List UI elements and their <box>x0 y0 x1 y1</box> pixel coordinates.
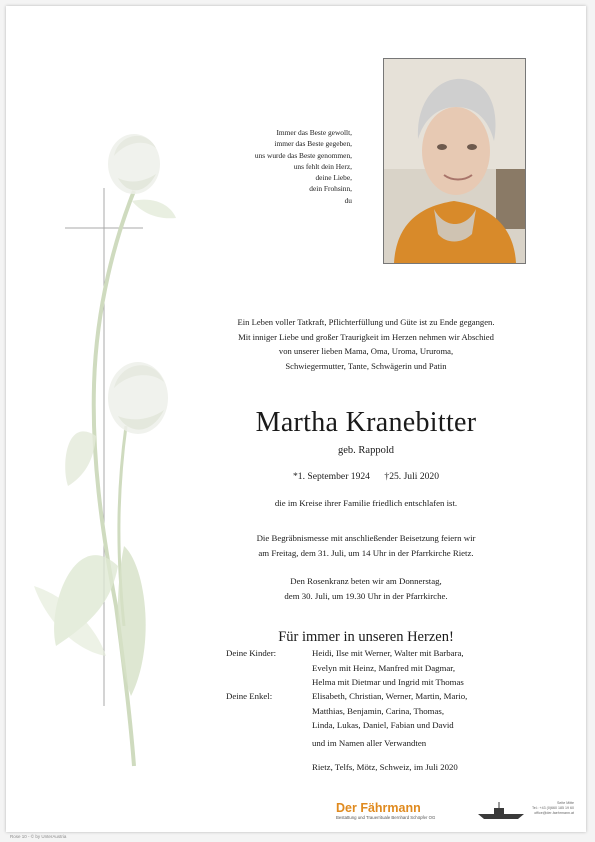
intro-line: von unserer lieben Mama, Oma, Uroma, Ururoma, <box>278 346 454 356</box>
poem-line: deine Liebe, <box>315 173 352 183</box>
relatives-line: und im Namen aller Verwandten <box>312 738 427 748</box>
maiden-name: geb. Rappold <box>338 445 394 456</box>
grandchildren-line: Elisabeth, Christian, Werner, Martin, Mario, <box>312 691 468 701</box>
contact-line: Tel.: +43 (0)660 185 19 60 <box>531 806 574 810</box>
birth-date: *1. September 1924 <box>292 471 370 482</box>
children-line: Evelyn mit Heinz, Manfred mit Dagmar, <box>312 662 456 673</box>
places-date-line: Rietz, Telfs, Mötz, Schweiz, im Juli 2020 <box>312 762 458 772</box>
passing-text <box>166 496 566 511</box>
grandchildren-line: Matthias, Benjamin, Carina, Thomas, <box>312 705 445 716</box>
ship-icon <box>476 802 526 820</box>
grandchildren-line: Linda, Lukas, Daniel, Fabian und David <box>312 720 454 730</box>
poem-line: uns wurde das Beste genommen, <box>254 150 352 160</box>
funeral-line: Die Begräbnismesse mit anschließender Beisetzung feiern wir <box>256 533 476 543</box>
children-list <box>312 646 464 690</box>
intro-line: Mit inniger Liebe und großer Traurigkeit im Herzen nehmen wir Abschied <box>238 331 494 342</box>
children-line: Heidi, Ilse mit Werner, Walter mit Barbara, <box>312 648 464 658</box>
poem-line: uns fehlt dein Herz, <box>293 161 352 171</box>
funeral-line: am Freitag, dem 31. Juli, um 14 Uhr in der Pfarrkirche Rietz. <box>258 547 474 558</box>
rosary-text <box>166 574 566 603</box>
passing-line: die im Kreise ihrer Familie friedlich entschlafen ist. <box>274 498 458 508</box>
obituary-card <box>6 6 586 832</box>
contact-line: Seite Mitte <box>557 801 574 805</box>
life-dates <box>166 470 566 484</box>
grandchildren-list <box>312 689 467 733</box>
poem <box>206 127 352 206</box>
funeral-home-logo: Der Fährmann <box>336 801 421 815</box>
poem-line: dein Frohsinn, <box>309 184 352 194</box>
contact-info <box>524 801 574 816</box>
portrait-photo <box>383 58 526 264</box>
intro-line: Schwiegermutter, Tante, Schwägerin und Patin <box>285 360 447 371</box>
funeral-text <box>166 531 566 560</box>
heart-line: Für immer in unseren Herzen! <box>278 629 454 645</box>
children-label: Deine Kinder: <box>226 648 277 658</box>
deceased-name: Martha Kranebitter <box>255 407 477 438</box>
rosary-line: dem 30. Juli, um 19.30 Uhr in der Pfarrkirche. <box>284 590 448 601</box>
poem-line: Immer das Beste gewollt, <box>276 128 352 137</box>
image-credit: Rose 10 - © by UnterAustria <box>10 834 67 839</box>
rosary-line: Den Rosenkranz beten wir am Donnerstag, <box>290 576 442 586</box>
grandchildren-label: Deine Enkel: <box>226 691 273 701</box>
intro-line: Ein Leben voller Tatkraft, Pflichterfüllung und Güte ist zu Ende gegangen. <box>237 317 495 327</box>
intro-text <box>166 315 566 373</box>
poem-line: immer das Beste gegeben, <box>274 139 352 149</box>
children-line: Helma mit Dietmar und Ingrid mit Thomas <box>312 677 464 687</box>
contact-line: office@der-faehrmann.at <box>534 811 574 815</box>
funeral-home-subtitle: Bestattung und Trauerrituale Bernhard Schöpfer OG <box>336 815 436 820</box>
poem-line: du <box>344 195 352 205</box>
death-date: †25. Juli 2020 <box>384 471 440 482</box>
